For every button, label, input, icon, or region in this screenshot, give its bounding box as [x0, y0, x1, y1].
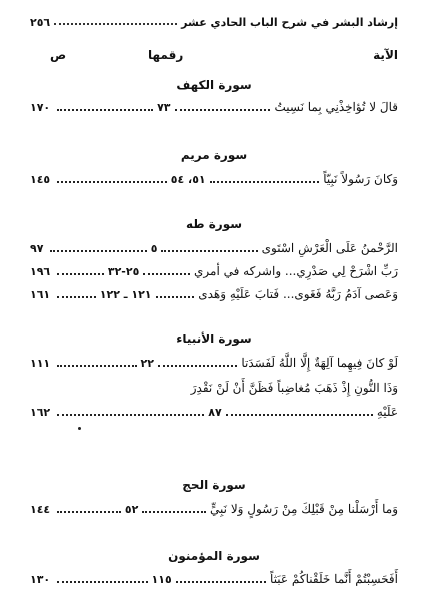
dot-leader	[158, 365, 237, 367]
dot-leader	[161, 250, 257, 252]
surah-heading-anbiya: سورة الأنبياء	[176, 332, 252, 346]
dot-leader	[156, 296, 195, 298]
verse-number: ١١٥	[151, 572, 172, 586]
dot-leader	[57, 414, 204, 416]
verse-text: عَلَيْهِ	[376, 405, 398, 419]
dot-leader	[57, 296, 96, 298]
verse-text: وَكانَ رَسُولاً نَبِيّاً	[323, 172, 398, 186]
running-header	[30, 12, 398, 32]
column-header-number: رقمها	[148, 48, 184, 62]
dot-leader	[175, 109, 271, 111]
verse-number: ٨٧	[208, 405, 222, 419]
page-number: ٢٥٦	[30, 15, 51, 29]
verse-number: ٥٢	[124, 502, 139, 516]
surah-heading-hajj: سورة الحج	[182, 478, 246, 492]
page-reference: ١٤٥	[29, 172, 51, 186]
index-row	[30, 568, 398, 590]
column-headers	[30, 48, 398, 68]
index-row	[30, 401, 398, 423]
surah-heading-muminun: سورة المؤمنون	[168, 549, 260, 563]
surah-heading-taha: سورة طه	[185, 217, 243, 231]
stray-mark	[78, 427, 81, 430]
verse-text: قالَ لا تُؤاخِذْنِي بِما نَسِيتُ	[274, 100, 398, 114]
column-header-verse: الآية	[373, 48, 398, 62]
header-dot-leader	[54, 23, 177, 25]
verse-number: ١٢١ ـ ١٢٢	[99, 287, 152, 301]
verse-text: وَما أَرْسَلْنا مِنْ قَبْلِكَ مِنْ رَسُولٍ وَلا نَبِيٍّ	[210, 502, 398, 516]
dot-leader	[176, 581, 266, 583]
verse-text: لَوْ كانَ فِيهِما آلِهَةٌ إِلَّا اللَّهُ لَفَسَدَتا	[241, 356, 398, 370]
index-row	[30, 283, 398, 305]
dot-leader	[226, 414, 373, 416]
surah-heading-maryam: سورة مريم	[180, 148, 248, 162]
page-reference: ١٤٤	[29, 502, 51, 516]
page-reference: ١٣٠	[30, 572, 51, 586]
index-row	[30, 96, 398, 118]
dot-leader	[57, 581, 147, 583]
verse-text: رَبِّ اشْرَحْ لِي صَدْرِي... واشركه في أمري	[194, 264, 398, 278]
dot-leader	[50, 250, 146, 252]
column-header-page: ص	[50, 48, 67, 62]
verse-number: ٥	[150, 241, 158, 255]
verse-number: ٢٥-٣٢	[107, 264, 140, 278]
verse-number: ٧٣	[157, 100, 171, 114]
dot-leader	[210, 181, 320, 183]
index-row	[30, 352, 398, 374]
dot-leader	[57, 109, 153, 111]
verse-number: ٢٢	[140, 356, 154, 370]
dot-leader	[57, 511, 121, 513]
verse-text: الرَّحْمنُ عَلَى الْعَرْشِ اسْتَوى	[261, 241, 398, 255]
verse-text: أَفَحَسِبْتُمْ أَنَّما خَلَقْناكُمْ عَبَثاً	[270, 572, 398, 586]
dot-leader	[142, 511, 206, 513]
page-reference: ١٩٦	[30, 264, 51, 278]
dot-leader	[57, 365, 136, 367]
index-row	[30, 260, 398, 282]
dot-leader	[143, 273, 190, 275]
running-title: إرشاد البشر في شرح الباب الحادي عشر	[181, 15, 398, 29]
page-reference: ٩٧	[30, 241, 44, 255]
verse-number: ٥١، ٥٤	[170, 172, 206, 186]
dot-leader	[57, 181, 167, 183]
surah-heading-kahf: سورة الكهف	[176, 78, 252, 92]
index-row	[30, 168, 398, 190]
verse-text-continued: وَذَا النُّونِ إِذْ ذَهَبَ مُغاضِباً فَظَنَّ أَنْ لَنْ نَقْدِرَ	[190, 381, 398, 395]
index-row	[30, 237, 398, 259]
page-reference: ١١١	[29, 356, 51, 370]
page-reference: ١٧٠	[30, 100, 51, 114]
dot-leader	[57, 273, 104, 275]
page-reference: ١٦٢	[30, 405, 51, 419]
page-reference: ١٦١	[29, 287, 51, 301]
index-row	[30, 498, 398, 520]
verse-text: وَعَصى آدَمُ رَبَّهُ فَغَوى... فَتابَ عَلَيْهِ وَهَدى	[198, 287, 398, 301]
